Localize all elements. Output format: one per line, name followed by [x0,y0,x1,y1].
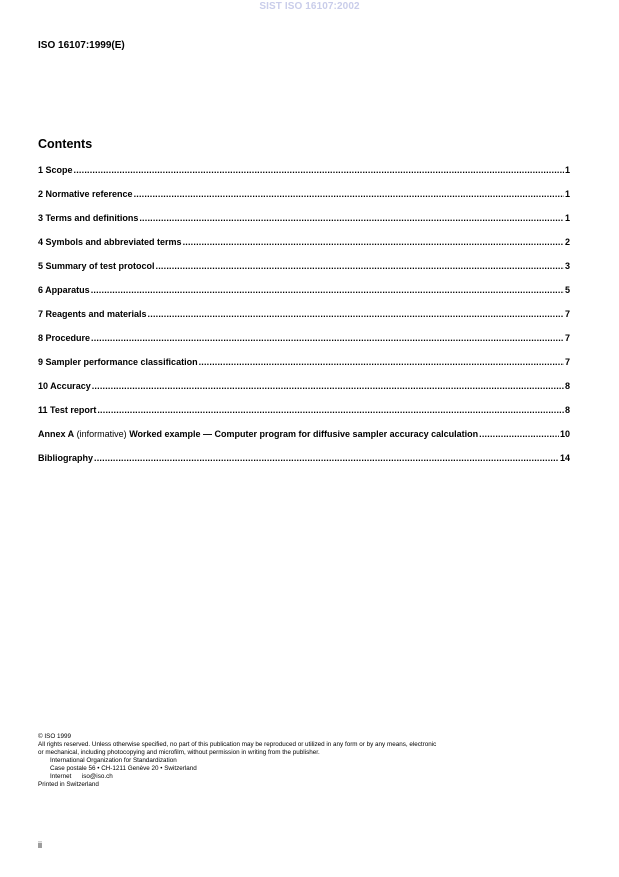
toc-leader [97,404,564,416]
toc-leader [74,164,564,176]
contents-heading: Contents [38,137,93,151]
annex-qualifier: (informative) [74,429,130,439]
rights-text-line-2: or mechanical, including photocopying and microfilm, without permission in writing from the publisher. [38,749,320,756]
toc-entry-title: 3 Terms and definitions [38,213,139,223]
toc-leader [91,332,564,344]
toc-leader [94,452,559,464]
toc-entry-annex[interactable] [38,428,570,452]
toc-entry-title [38,428,478,440]
watermark: SIST ISO 16107:2002 [259,1,360,12]
toc-entry-page: 1 [564,165,570,175]
toc-leader [92,380,564,392]
toc-entry[interactable] [38,188,570,212]
toc-entry-page: 14 [559,453,570,463]
organization-address: Case postale 56 • CH-1211 Genève 20 • Switzerland [50,765,197,772]
toc-entry-title: 5 Summary of test protocol [38,261,155,271]
toc-entry-title: Bibliography [38,453,94,463]
toc-entry-page: 8 [564,381,570,391]
toc-entry[interactable] [38,356,570,380]
toc-leader [148,308,564,320]
toc-entry[interactable] [38,404,570,428]
toc-entry[interactable] [38,452,570,476]
toc-leader [156,260,564,272]
toc-entry-page: 8 [564,405,570,415]
table-of-contents [38,164,570,476]
toc-leader [479,428,559,440]
toc-entry[interactable] [38,284,570,308]
annex-title: Worked example — Computer program for diffusive sampler accuracy calculation [129,429,479,439]
toc-leader [183,236,564,248]
toc-entry-title: 9 Sampler performance classification [38,357,198,367]
toc-entry-title: 10 Accuracy [38,381,91,391]
toc-entry-page: 2 [564,237,570,247]
toc-entry-title: 1 Scope [38,165,73,175]
toc-entry-page: 7 [564,333,570,343]
toc-entry[interactable] [38,212,570,236]
toc-entry-title: 6 Apparatus [38,285,90,295]
toc-entry-page: 3 [564,261,570,271]
toc-entry-page: 7 [564,357,570,367]
organization-internet: Internet iso@iso.ch [50,773,113,780]
printed-in: Printed in Switzerland [38,781,99,788]
rights-text-line-1: All rights reserved. Unless otherwise specified, no part of this publication may be reproduced or utilized in any form or by any means, electronic [38,741,437,748]
toc-entry-page: 10 [559,429,570,439]
copyright-notice [38,733,578,789]
toc-entry[interactable] [38,308,570,332]
toc-entry-title: 11 Test report [38,405,97,415]
toc-entry[interactable] [38,164,570,188]
toc-entry[interactable] [38,332,570,356]
toc-entry-page: 1 [564,189,570,199]
toc-entry[interactable] [38,236,570,260]
toc-entry[interactable] [38,260,570,284]
organization-name: International Organization for Standardization [50,757,177,764]
toc-entry-title: 8 Procedure [38,333,91,343]
page-number: ii [38,840,42,850]
toc-leader [139,212,564,224]
toc-entry-title: 4 Symbols and abbreviated terms [38,237,182,247]
toc-entry[interactable] [38,380,570,404]
toc-entry-title: 2 Normative reference [38,189,133,199]
toc-leader [134,188,564,200]
toc-leader [199,356,564,368]
toc-entry-page: 5 [564,285,570,295]
toc-leader [91,284,564,296]
toc-entry-page: 1 [564,213,570,223]
document-id: ISO 16107:1999(E) [38,40,125,51]
toc-entry-page: 7 [564,309,570,319]
toc-entry-title: 7 Reagents and materials [38,309,147,319]
annex-label: Annex A [38,429,75,439]
copyright-line: © ISO 1999 [38,733,71,740]
